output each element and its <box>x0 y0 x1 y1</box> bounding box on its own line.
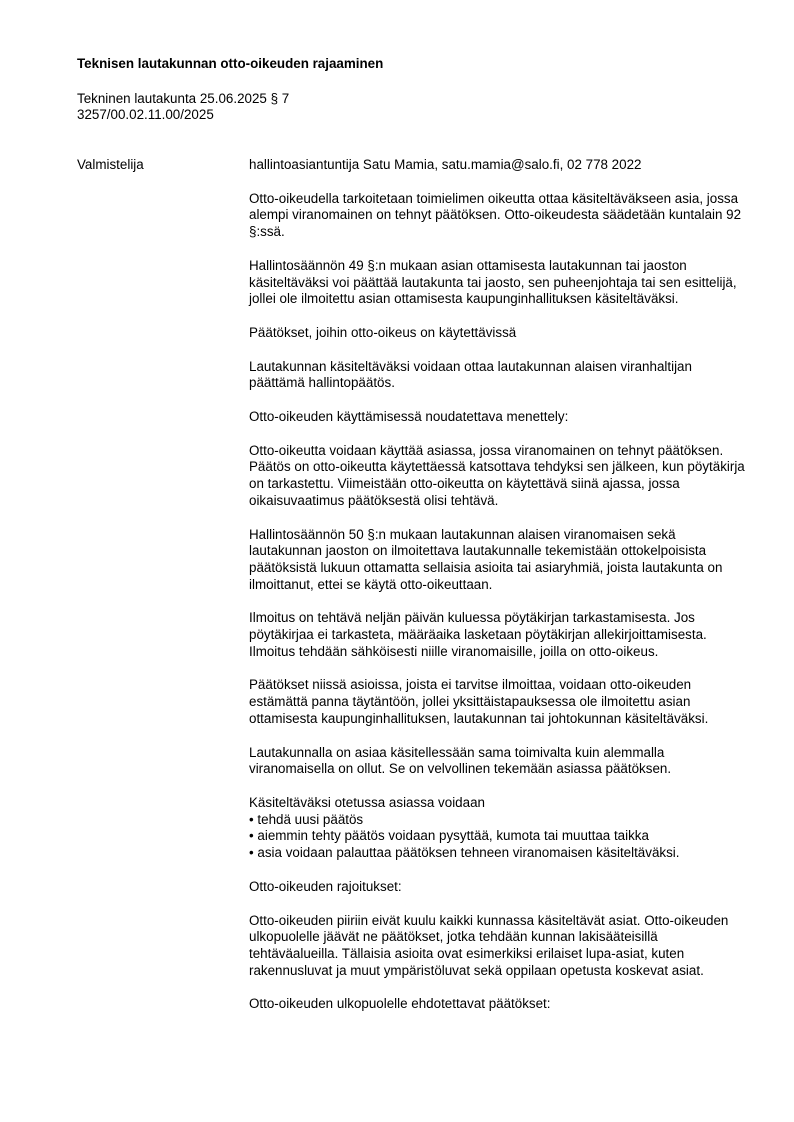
paragraph: Otto-oikeudella tarkoitetaan toimielimen oikeutta ottaa käsiteltäväkseen asia, jossa alempi viranomainen on tehnyt päätöksen. Otto-oikeudesta säädetään kuntalain 92 §:ssä. <box>249 190 742 240</box>
paragraph: Lautakunnalla on asiaa käsitellessään sama toimivalta kuin alemmalla viranomaisella on ollut. Se on velvollinen tekemään asiassa päätöksen. <box>249 744 672 777</box>
meeting-info <box>77 91 289 123</box>
paragraph: Lautakunnan käsiteltäväksi voidaan ottaa lautakunnan alaisen viranhaltijan päättämä hallintopäätös. <box>249 358 692 391</box>
paragraph: Otto-oikeutta voidaan käyttää asiassa, jossa viranomainen on tehnyt päätöksen. Päätös on otto-oikeutta käytettäessä katsottava tehdyksi sen jälkeen, kun pöytäkirja on tarkastettu. Viimeistään otto-oikeutta on käytettävä siinä ajassa, jossa oikaisuvaatimus päätöksestä olisi tehtävä. <box>249 442 745 508</box>
options-list <box>249 812 749 862</box>
list-item: • aiemmin tehty päätös voidaan pysyttää, kumota tai muuttaa taikka <box>249 828 649 844</box>
paragraph: Otto-oikeuden piiriin eivät kuulu kaikki kunnassa käsiteltävät asiat. Otto-oikeuden ulkopuolelle jäävät ne päätökset, jotka tehdään kunnan lakisääteisillä tehtäväalueilla. Tällaisia asioita ovat esimerkiksi erilaiset lupa-asiat, kuten rakennusluvat ja muut ympäristöluvat sekä oppilaan opetusta koskevat asiat. <box>249 912 729 978</box>
preparer-info: hallintoasiantuntija Satu Mamia, satu.mamia@salo.fi, 02 778 2022 <box>249 157 642 172</box>
section-heading: Otto-oikeuden käyttämisessä noudatettava menettely: <box>249 409 569 425</box>
section-heading: Päätökset, joihin otto-oikeus on käytettävissä <box>249 324 517 340</box>
paragraph: Ilmoitus on tehtävä neljän päivän kuluessa pöytäkirjan tarkastamisesta. Jos pöytäkirjaa ei tarkasteta, määräaika lasketaan pöytäkirjan allekirjoittamisesta. Ilmoitus tehdään sähköisesti niille viranomaisille, joilla on otto-oikeus. <box>249 610 707 659</box>
section-heading: Otto-oikeuden ulkopuolelle ehdotettavat päätökset: <box>249 996 551 1012</box>
document-body <box>249 157 749 1030</box>
preparer-label: Valmistelija <box>77 157 144 172</box>
meeting-line: Tekninen lautakunta 25.06.2025 § 7 <box>77 91 290 106</box>
list-item: • asia voidaan palauttaa päätöksen tehneen viranomaisen käsiteltäväksi. <box>249 845 680 861</box>
paragraph: Hallintosäännön 50 §:n mukaan lautakunnan alaisen viranomaisen sekä lautakunnan jaoston on ilmoitettava lautakunnalle tekemistään ottokelpoisista päätöksistä lukuun ottamatta sellaisia asioita tai asiaryhmiä, joista lautakunta on ilmoittanut, ettei se käytä otto-oikeuttaan. <box>249 526 723 592</box>
options-block <box>249 795 749 862</box>
options-intro: Käsiteltäväksi otetussa asiassa voidaan <box>249 794 485 810</box>
record-number: 3257/00.02.11.00/2025 <box>77 107 214 122</box>
paragraph: Päätökset niissä asioissa, joista ei tarvitse ilmoittaa, voidaan otto-oikeuden estämättä panna täytäntöön, jollei yksittäistapauksessa ole ilmoitettu asian ottamisesta kaupunginhallituksen, lautakunnan tai johtokunnan käsiteltäväksi. <box>249 677 709 726</box>
page-title: Teknisen lautakunnan otto-oikeuden rajaaminen <box>77 56 384 71</box>
list-item: • tehdä uusi päätös <box>249 811 364 827</box>
section-heading: Otto-oikeuden rajoitukset: <box>249 878 402 894</box>
paragraph: Hallintosäännön 49 §:n mukaan asian ottamisesta lautakunnan tai jaoston käsiteltäväksi voi päättää lautakunta tai jaosto, sen puheenjohtaja tai sen esittelijä, jollei ole ilmoitettu asian ottamisesta kaupunginhallituksen käsiteltäväksi. <box>249 257 737 307</box>
